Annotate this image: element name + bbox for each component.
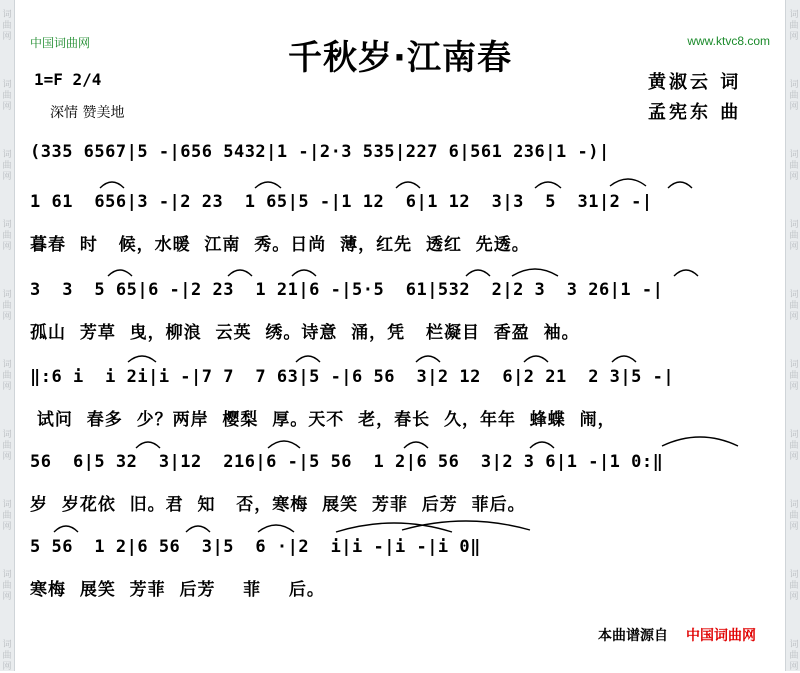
slur-arc <box>258 525 294 532</box>
watermark-text: 词曲网 <box>2 570 12 602</box>
watermark-text: 词曲网 <box>2 290 12 322</box>
lyric-line-2: 暮春 时 候，水暖 江南 秀。日尚 薄，红先 透红 先透。 <box>30 235 530 255</box>
watermark-text: 词曲网 <box>2 10 12 42</box>
composer-credit: 孟宪东 曲 <box>648 102 742 123</box>
slur-arc <box>296 356 320 362</box>
watermark-text: 词曲网 <box>789 500 799 532</box>
slur-arc <box>610 179 646 186</box>
watermark-text: 词曲网 <box>789 150 799 182</box>
site-name-top-left: 中国词曲网 <box>30 36 91 50</box>
lyric-line-6: 寒梅 展笑 芳菲 后芳 菲 后。 <box>30 580 325 600</box>
slur-arc <box>186 526 210 532</box>
watermark-text: 词曲网 <box>789 570 799 602</box>
watermark-text: 词曲网 <box>789 10 799 42</box>
slur-arc <box>54 526 78 532</box>
slur-arc <box>136 442 160 448</box>
slur-arc <box>108 270 132 276</box>
notation-line-4: ‖:6 i i 2i|i -|7 7 7 63|5 -|6 56 3|2 12 6|2 21 2 3|5 -| <box>30 367 675 387</box>
watermark-text: 词曲网 <box>2 220 12 252</box>
slur-arc <box>268 441 300 448</box>
slur-arc <box>512 269 558 276</box>
watermark-text: 词曲网 <box>789 80 799 112</box>
slur-arc <box>612 356 636 362</box>
site-url-top-right: www.ktvc8.com <box>687 34 770 48</box>
notation-line-6: 5 56 1 2|6 56 3|5 6 ·|2 i|i -|i -|i 0‖ <box>30 537 481 557</box>
slur-arc <box>396 182 420 188</box>
slur-arc <box>662 437 738 446</box>
source-label: 本曲谱源自 <box>598 628 668 644</box>
lyric-line-5: 岁 岁花依 旧。君 知 否，寒梅 展笑 芳菲 后芳 菲后。 <box>30 495 526 515</box>
slur-arc <box>255 182 281 188</box>
key-signature: 1=F 2/4 <box>34 70 102 89</box>
slur-arc <box>228 270 252 276</box>
slur-arc <box>416 356 440 362</box>
song-title: 千秋岁·江南春 <box>288 38 512 78</box>
watermark-text: 词曲网 <box>789 640 799 672</box>
source-attribution <box>598 625 756 645</box>
notation-line-2: 1 61 656|3 -|2 23 1 65|5 -|1 12 6|1 12 3|3 5 31|2 -| <box>30 192 653 212</box>
slur-arc <box>530 442 554 448</box>
watermark-text: 词曲网 <box>789 290 799 322</box>
notation-line-3: 3 3 5 65|6 -|2 23 1 21|6 -|5·5 61|532 2|2 3 3 26|1 -| <box>30 280 664 300</box>
slur-arc <box>535 182 561 188</box>
slur-arc <box>402 521 530 530</box>
lyric-line-4: 试问 春多 少？两岸 樱梨 厚。天不 老，春长 久，年年 蜂蝶 闹， <box>30 410 616 430</box>
watermark-text: 词曲网 <box>789 220 799 252</box>
watermark-text: 词曲网 <box>2 150 12 182</box>
watermark-text: 词曲网 <box>789 430 799 462</box>
watermark-text: 词曲网 <box>2 640 12 672</box>
slur-arc <box>674 270 698 276</box>
source-brand: 中国词曲网 <box>686 628 756 644</box>
notation-line-1: (335 6567|5 -|656 5432|1 -|2·3 535|227 6|561 236|1 -)| <box>30 142 610 162</box>
watermark-text: 词曲网 <box>2 500 12 532</box>
watermark-text: 词曲网 <box>789 360 799 392</box>
expression-marking: 深情 赞美地 <box>50 105 125 121</box>
watermark-text: 词曲网 <box>2 80 12 112</box>
slur-arc <box>524 356 548 362</box>
slur-arc <box>466 270 490 276</box>
watermark-text: 词曲网 <box>2 430 12 462</box>
notation-line-5: 56 6|5 32 3|12 216|6 -|5 56 1 2|6 56 3|2 3 6|1 -|1 0:‖ <box>30 452 664 472</box>
lyric-line-3: 孤山 芳草 曳，柳浪 云英 绣。诗意 涌，凭 栏凝目 香盈 袖。 <box>30 323 580 343</box>
slur-arc <box>336 523 452 532</box>
lyricist-credit: 黄淑云 词 <box>648 72 742 93</box>
slur-arc <box>404 442 428 448</box>
slur-arc <box>100 182 124 188</box>
slur-arc <box>128 356 156 362</box>
slur-arc <box>668 182 692 188</box>
slur-arc <box>292 270 316 276</box>
watermark-text: 词曲网 <box>2 360 12 392</box>
